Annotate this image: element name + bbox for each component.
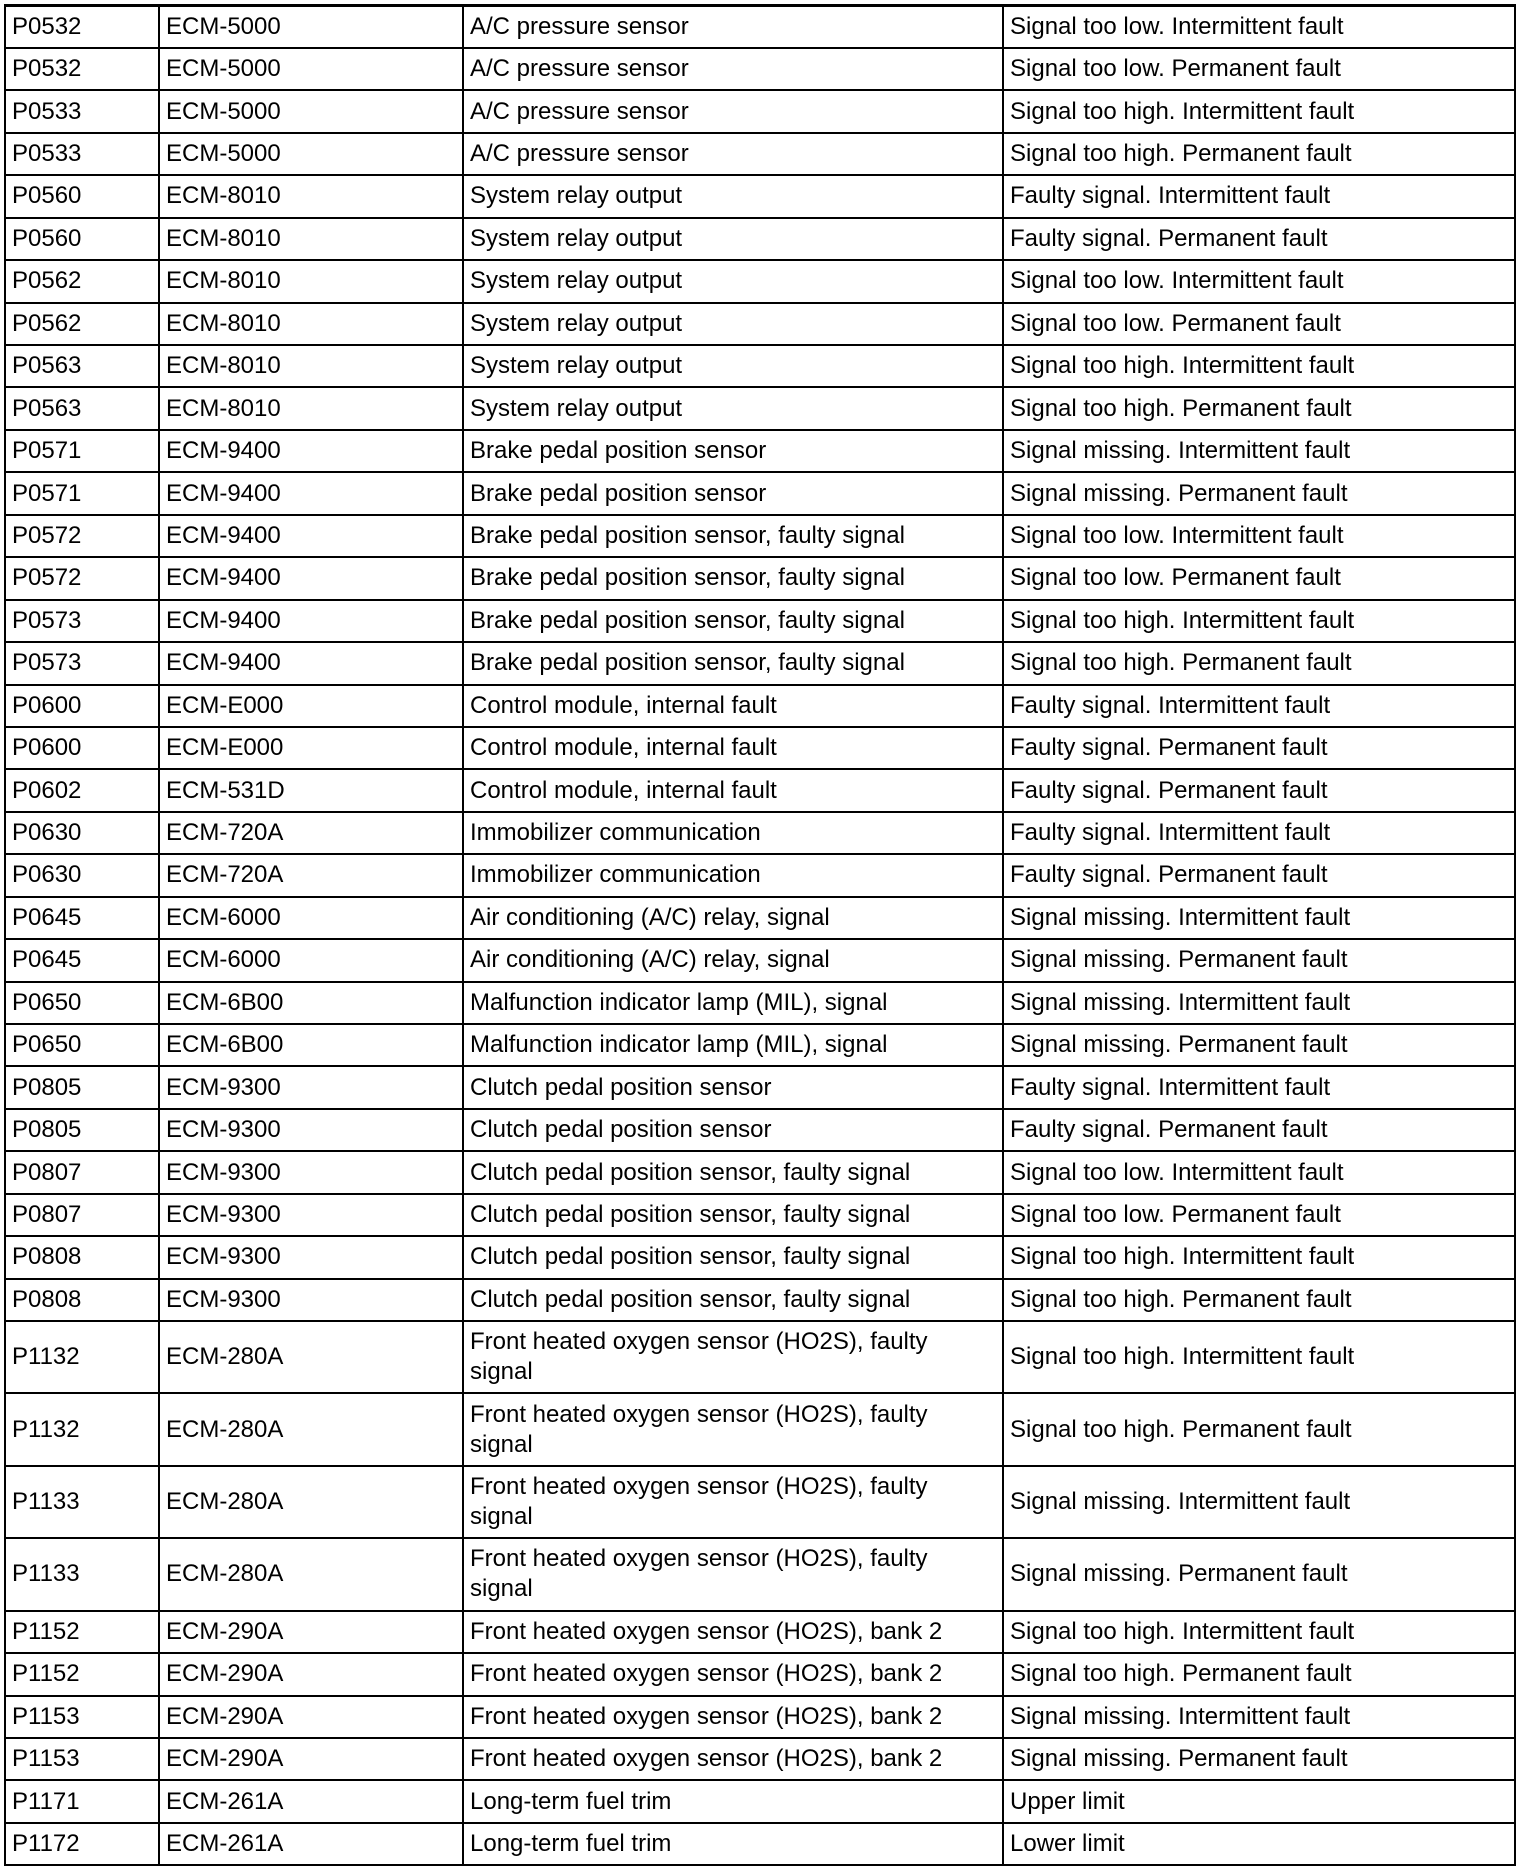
ecm-code-cell: ECM-9300 bbox=[159, 1151, 463, 1193]
component-cell: Brake pedal position sensor, faulty signal bbox=[463, 515, 1003, 557]
ecm-code-cell: ECM-9300 bbox=[159, 1066, 463, 1108]
dtc-code-cell: P0573 bbox=[5, 600, 159, 642]
component-cell: Front heated oxygen sensor (HO2S), bank 2 bbox=[463, 1696, 1003, 1738]
fault-description-cell: Signal missing. Permanent fault bbox=[1003, 1538, 1515, 1610]
table-row bbox=[5, 1151, 1515, 1193]
table-row bbox=[5, 1066, 1515, 1108]
fault-description-cell: Faulty signal. Permanent fault bbox=[1003, 769, 1515, 811]
table-row bbox=[5, 515, 1515, 557]
component-cell: Immobilizer communication bbox=[463, 812, 1003, 854]
dtc-code-cell: P0630 bbox=[5, 812, 159, 854]
component-cell: System relay output bbox=[463, 175, 1003, 217]
dtc-code-cell: P0807 bbox=[5, 1194, 159, 1236]
fault-description-cell: Faulty signal. Permanent fault bbox=[1003, 854, 1515, 896]
ecm-code-cell: ECM-290A bbox=[159, 1653, 463, 1695]
ecm-code-cell: ECM-8010 bbox=[159, 260, 463, 302]
table-row bbox=[5, 600, 1515, 642]
fault-description-cell: Signal missing. Intermittent fault bbox=[1003, 1696, 1515, 1738]
dtc-code-cell: P0645 bbox=[5, 939, 159, 981]
table-row bbox=[5, 1321, 1515, 1393]
dtc-code-cell: P0808 bbox=[5, 1236, 159, 1278]
ecm-code-cell: ECM-5000 bbox=[159, 6, 463, 48]
dtc-code-cell: P1133 bbox=[5, 1538, 159, 1610]
fault-description-cell: Faulty signal. Permanent fault bbox=[1003, 727, 1515, 769]
component-cell: Front heated oxygen sensor (HO2S), faulty signal bbox=[463, 1466, 1003, 1538]
component-cell: Control module, internal fault bbox=[463, 769, 1003, 811]
dtc-code-cell: P1153 bbox=[5, 1696, 159, 1738]
fault-description-cell: Signal missing. Permanent fault bbox=[1003, 939, 1515, 981]
table-row bbox=[5, 1538, 1515, 1610]
table-row bbox=[5, 1194, 1515, 1236]
table-row bbox=[5, 854, 1515, 896]
component-cell: Immobilizer communication bbox=[463, 854, 1003, 896]
fault-description-cell: Signal too high. Permanent fault bbox=[1003, 1279, 1515, 1321]
component-cell: System relay output bbox=[463, 303, 1003, 345]
dtc-code-cell: P0562 bbox=[5, 303, 159, 345]
dtc-code-cell: P0533 bbox=[5, 90, 159, 132]
ecm-code-cell: ECM-9400 bbox=[159, 642, 463, 684]
table-row bbox=[5, 812, 1515, 854]
component-cell: System relay output bbox=[463, 218, 1003, 260]
fault-description-cell: Signal missing. Intermittent fault bbox=[1003, 982, 1515, 1024]
component-cell: Malfunction indicator lamp (MIL), signal bbox=[463, 1024, 1003, 1066]
dtc-code-cell: P0533 bbox=[5, 133, 159, 175]
component-cell: Front heated oxygen sensor (HO2S), bank 2 bbox=[463, 1738, 1003, 1780]
fault-description-cell: Signal missing. Permanent fault bbox=[1003, 1024, 1515, 1066]
dtc-code-cell: P1171 bbox=[5, 1780, 159, 1822]
fault-description-cell: Signal missing. Intermittent fault bbox=[1003, 1466, 1515, 1538]
fault-description-cell: Faulty signal. Intermittent fault bbox=[1003, 685, 1515, 727]
dtc-code-cell: P0560 bbox=[5, 175, 159, 217]
fault-description-cell: Signal too low. Permanent fault bbox=[1003, 303, 1515, 345]
dtc-code-cell: P0650 bbox=[5, 982, 159, 1024]
dtc-code-cell: P0805 bbox=[5, 1066, 159, 1108]
component-cell: Front heated oxygen sensor (HO2S), bank 2 bbox=[463, 1611, 1003, 1653]
component-cell: Brake pedal position sensor, faulty signal bbox=[463, 642, 1003, 684]
fault-description-cell: Signal too high. Permanent fault bbox=[1003, 387, 1515, 429]
fault-description-cell: Signal missing. Permanent fault bbox=[1003, 472, 1515, 514]
fault-description-cell: Faulty signal. Intermittent fault bbox=[1003, 175, 1515, 217]
ecm-code-cell: ECM-9400 bbox=[159, 600, 463, 642]
dtc-code-cell: P0805 bbox=[5, 1109, 159, 1151]
dtc-table-body bbox=[5, 6, 1515, 1866]
ecm-code-cell: ECM-290A bbox=[159, 1696, 463, 1738]
ecm-code-cell: ECM-9300 bbox=[159, 1194, 463, 1236]
fault-description-cell: Signal too low. Intermittent fault bbox=[1003, 515, 1515, 557]
fault-description-cell: Signal too low. Intermittent fault bbox=[1003, 1151, 1515, 1193]
fault-description-cell: Signal too low. Permanent fault bbox=[1003, 557, 1515, 599]
table-row bbox=[5, 1823, 1515, 1865]
dtc-table-container bbox=[4, 4, 1514, 1866]
table-row bbox=[5, 387, 1515, 429]
table-row bbox=[5, 175, 1515, 217]
ecm-code-cell: ECM-6000 bbox=[159, 939, 463, 981]
ecm-code-cell: ECM-6000 bbox=[159, 897, 463, 939]
dtc-code-cell: P1132 bbox=[5, 1321, 159, 1393]
ecm-code-cell: ECM-8010 bbox=[159, 218, 463, 260]
fault-description-cell: Signal too high. Intermittent fault bbox=[1003, 600, 1515, 642]
ecm-code-cell: ECM-720A bbox=[159, 812, 463, 854]
ecm-code-cell: ECM-5000 bbox=[159, 48, 463, 90]
component-cell: Long-term fuel trim bbox=[463, 1823, 1003, 1865]
table-row bbox=[5, 1236, 1515, 1278]
dtc-code-cell: P0600 bbox=[5, 727, 159, 769]
ecm-code-cell: ECM-290A bbox=[159, 1738, 463, 1780]
dtc-code-cell: P0573 bbox=[5, 642, 159, 684]
fault-description-cell: Faulty signal. Permanent fault bbox=[1003, 218, 1515, 260]
fault-description-cell: Signal too high. Intermittent fault bbox=[1003, 1321, 1515, 1393]
component-cell: Malfunction indicator lamp (MIL), signal bbox=[463, 982, 1003, 1024]
ecm-code-cell: ECM-261A bbox=[159, 1780, 463, 1822]
ecm-code-cell: ECM-280A bbox=[159, 1538, 463, 1610]
dtc-code-cell: P0572 bbox=[5, 557, 159, 599]
ecm-code-cell: ECM-8010 bbox=[159, 303, 463, 345]
dtc-code-cell: P0807 bbox=[5, 1151, 159, 1193]
table-row bbox=[5, 1024, 1515, 1066]
table-row bbox=[5, 1109, 1515, 1151]
dtc-code-cell: P0600 bbox=[5, 685, 159, 727]
fault-description-cell: Signal too high. Permanent fault bbox=[1003, 1653, 1515, 1695]
component-cell: A/C pressure sensor bbox=[463, 6, 1003, 48]
ecm-code-cell: ECM-8010 bbox=[159, 345, 463, 387]
component-cell: System relay output bbox=[463, 260, 1003, 302]
ecm-code-cell: ECM-9300 bbox=[159, 1236, 463, 1278]
table-row bbox=[5, 685, 1515, 727]
ecm-code-cell: ECM-9300 bbox=[159, 1279, 463, 1321]
component-cell: Long-term fuel trim bbox=[463, 1780, 1003, 1822]
dtc-code-cell: P0645 bbox=[5, 897, 159, 939]
ecm-code-cell: ECM-720A bbox=[159, 854, 463, 896]
fault-description-cell: Faulty signal. Intermittent fault bbox=[1003, 812, 1515, 854]
component-cell: Brake pedal position sensor, faulty signal bbox=[463, 557, 1003, 599]
dtc-code-cell: P0602 bbox=[5, 769, 159, 811]
component-cell: Clutch pedal position sensor, faulty signal bbox=[463, 1194, 1003, 1236]
ecm-code-cell: ECM-9400 bbox=[159, 472, 463, 514]
component-cell: Brake pedal position sensor bbox=[463, 472, 1003, 514]
table-row bbox=[5, 1466, 1515, 1538]
ecm-code-cell: ECM-9400 bbox=[159, 515, 463, 557]
ecm-code-cell: ECM-290A bbox=[159, 1611, 463, 1653]
dtc-code-cell: P0650 bbox=[5, 1024, 159, 1066]
component-cell: System relay output bbox=[463, 345, 1003, 387]
ecm-code-cell: ECM-531D bbox=[159, 769, 463, 811]
table-row bbox=[5, 897, 1515, 939]
fault-description-cell: Signal too low. Intermittent fault bbox=[1003, 260, 1515, 302]
ecm-code-cell: ECM-280A bbox=[159, 1321, 463, 1393]
table-row bbox=[5, 472, 1515, 514]
table-row bbox=[5, 48, 1515, 90]
ecm-code-cell: ECM-9400 bbox=[159, 430, 463, 472]
component-cell: Clutch pedal position sensor bbox=[463, 1066, 1003, 1108]
dtc-code-cell: P0563 bbox=[5, 345, 159, 387]
dtc-table bbox=[4, 4, 1516, 1866]
table-row bbox=[5, 345, 1515, 387]
table-row bbox=[5, 260, 1515, 302]
fault-description-cell: Faulty signal. Permanent fault bbox=[1003, 1109, 1515, 1151]
component-cell: Front heated oxygen sensor (HO2S), faulty signal bbox=[463, 1393, 1003, 1465]
fault-description-cell: Signal too high. Permanent fault bbox=[1003, 642, 1515, 684]
component-cell: Control module, internal fault bbox=[463, 685, 1003, 727]
table-row bbox=[5, 303, 1515, 345]
dtc-code-cell: P0571 bbox=[5, 430, 159, 472]
fault-description-cell: Signal too high. Permanent fault bbox=[1003, 133, 1515, 175]
dtc-code-cell: P1132 bbox=[5, 1393, 159, 1465]
ecm-code-cell: ECM-9400 bbox=[159, 557, 463, 599]
component-cell: Clutch pedal position sensor, faulty signal bbox=[463, 1279, 1003, 1321]
dtc-code-cell: P0562 bbox=[5, 260, 159, 302]
table-row bbox=[5, 769, 1515, 811]
fault-description-cell: Faulty signal. Intermittent fault bbox=[1003, 1066, 1515, 1108]
table-row bbox=[5, 1393, 1515, 1465]
ecm-code-cell: ECM-6B00 bbox=[159, 982, 463, 1024]
table-row bbox=[5, 557, 1515, 599]
fault-description-cell: Signal too high. Intermittent fault bbox=[1003, 1611, 1515, 1653]
fault-description-cell: Signal missing. Intermittent fault bbox=[1003, 430, 1515, 472]
fault-description-cell: Signal missing. Permanent fault bbox=[1003, 1738, 1515, 1780]
table-row bbox=[5, 133, 1515, 175]
dtc-code-cell: P0571 bbox=[5, 472, 159, 514]
table-row bbox=[5, 727, 1515, 769]
fault-description-cell: Signal too high. Intermittent fault bbox=[1003, 90, 1515, 132]
table-row bbox=[5, 218, 1515, 260]
table-row bbox=[5, 430, 1515, 472]
ecm-code-cell: ECM-6B00 bbox=[159, 1024, 463, 1066]
dtc-code-cell: P1152 bbox=[5, 1653, 159, 1695]
component-cell: Brake pedal position sensor bbox=[463, 430, 1003, 472]
fault-description-cell: Signal too high. Intermittent fault bbox=[1003, 1236, 1515, 1278]
dtc-code-cell: P0630 bbox=[5, 854, 159, 896]
fault-description-cell: Signal too high. Permanent fault bbox=[1003, 1393, 1515, 1465]
table-row bbox=[5, 6, 1515, 48]
dtc-code-cell: P0572 bbox=[5, 515, 159, 557]
fault-description-cell: Upper limit bbox=[1003, 1780, 1515, 1822]
ecm-code-cell: ECM-280A bbox=[159, 1466, 463, 1538]
table-row bbox=[5, 982, 1515, 1024]
component-cell: A/C pressure sensor bbox=[463, 133, 1003, 175]
component-cell: A/C pressure sensor bbox=[463, 48, 1003, 90]
ecm-code-cell: ECM-E000 bbox=[159, 685, 463, 727]
dtc-code-cell: P1152 bbox=[5, 1611, 159, 1653]
table-row bbox=[5, 1696, 1515, 1738]
table-row bbox=[5, 642, 1515, 684]
fault-description-cell: Signal too low. Permanent fault bbox=[1003, 1194, 1515, 1236]
table-row bbox=[5, 1738, 1515, 1780]
component-cell: Clutch pedal position sensor, faulty signal bbox=[463, 1236, 1003, 1278]
ecm-code-cell: ECM-8010 bbox=[159, 387, 463, 429]
component-cell: Control module, internal fault bbox=[463, 727, 1003, 769]
dtc-code-cell: P0808 bbox=[5, 1279, 159, 1321]
component-cell: Front heated oxygen sensor (HO2S), faulty signal bbox=[463, 1538, 1003, 1610]
component-cell: Clutch pedal position sensor bbox=[463, 1109, 1003, 1151]
dtc-code-cell: P0563 bbox=[5, 387, 159, 429]
dtc-code-cell: P1153 bbox=[5, 1738, 159, 1780]
fault-description-cell: Lower limit bbox=[1003, 1823, 1515, 1865]
fault-description-cell: Signal too high. Intermittent fault bbox=[1003, 345, 1515, 387]
component-cell: Air conditioning (A/C) relay, signal bbox=[463, 897, 1003, 939]
component-cell: Air conditioning (A/C) relay, signal bbox=[463, 939, 1003, 981]
ecm-code-cell: ECM-E000 bbox=[159, 727, 463, 769]
dtc-code-cell: P0532 bbox=[5, 6, 159, 48]
ecm-code-cell: ECM-8010 bbox=[159, 175, 463, 217]
table-row bbox=[5, 1611, 1515, 1653]
table-row bbox=[5, 1653, 1515, 1695]
dtc-code-cell: P1172 bbox=[5, 1823, 159, 1865]
ecm-code-cell: ECM-9300 bbox=[159, 1109, 463, 1151]
fault-description-cell: Signal too low. Permanent fault bbox=[1003, 48, 1515, 90]
table-row bbox=[5, 1780, 1515, 1822]
ecm-code-cell: ECM-261A bbox=[159, 1823, 463, 1865]
component-cell: Brake pedal position sensor, faulty signal bbox=[463, 600, 1003, 642]
table-row bbox=[5, 1279, 1515, 1321]
ecm-code-cell: ECM-5000 bbox=[159, 90, 463, 132]
table-row bbox=[5, 90, 1515, 132]
component-cell: Front heated oxygen sensor (HO2S), bank 2 bbox=[463, 1653, 1003, 1695]
ecm-code-cell: ECM-280A bbox=[159, 1393, 463, 1465]
component-cell: System relay output bbox=[463, 387, 1003, 429]
dtc-code-cell: P1133 bbox=[5, 1466, 159, 1538]
fault-description-cell: Signal missing. Intermittent fault bbox=[1003, 897, 1515, 939]
ecm-code-cell: ECM-5000 bbox=[159, 133, 463, 175]
component-cell: Clutch pedal position sensor, faulty signal bbox=[463, 1151, 1003, 1193]
component-cell: A/C pressure sensor bbox=[463, 90, 1003, 132]
table-row bbox=[5, 939, 1515, 981]
dtc-code-cell: P0532 bbox=[5, 48, 159, 90]
component-cell: Front heated oxygen sensor (HO2S), faulty signal bbox=[463, 1321, 1003, 1393]
fault-description-cell: Signal too low. Intermittent fault bbox=[1003, 6, 1515, 48]
dtc-code-cell: P0560 bbox=[5, 218, 159, 260]
